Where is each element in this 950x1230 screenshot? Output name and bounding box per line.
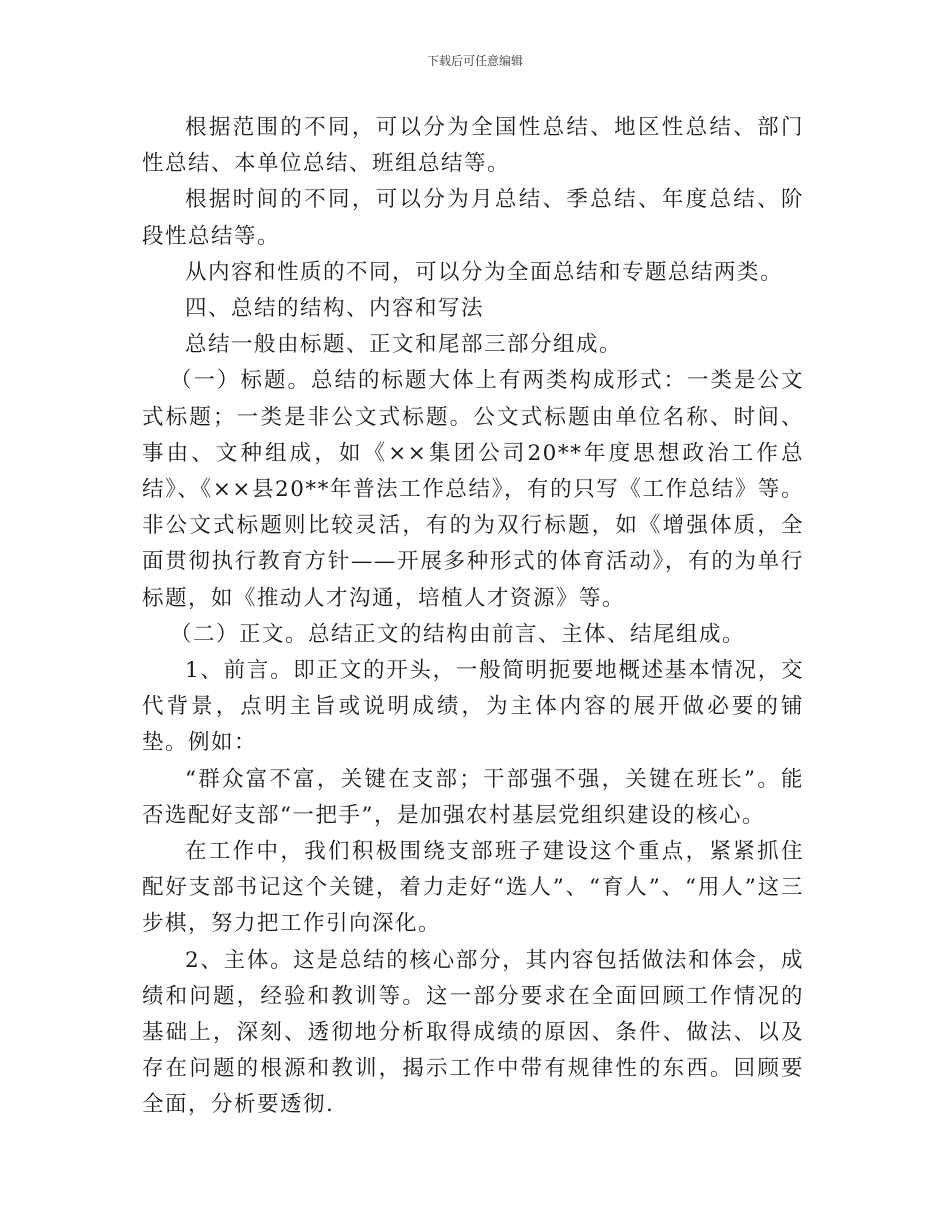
- paragraph-quote-example: “群众富不富，关键在支部；干部强不强，关键在班长”。能否选配好支部“一把手”，是加强农村基层党组织建设的核心。: [142, 766, 804, 828]
- paragraph-body-section: （二）正文。总结正文的结构由前言、主体、结尾组成。: [169, 621, 745, 647]
- paragraph-title-section: （一）标题。总结的标题大体上有两类构成形式：一类是公文式标题；一类是非公文式标题。公文式标题由单位名称、时间、事由、文种组成，如《××集团公司20**年度思想政治工作总结》、《××县20**年普法工作总结》，有的只写《工作总结》等。非公文式标题则比较灵活，有的为双行标题，如《增强体质，全面贯彻执行教育方针——开展多种形式的体育活动》，有的为单行标题，如《推动人才沟通，培植人才资源》等。: [142, 368, 804, 611]
- paragraph-time-classification: 根据时间的不同，可以分为月总结、季总结、年度总结、阶段性总结等。: [142, 187, 804, 249]
- paragraph-scope-classification: 根据范围的不同，可以分为全国性总结、地区性总结、部门性总结、本单位总结、班组总结等。: [142, 115, 804, 177]
- document-body: [142, 110, 804, 1124]
- paragraph-composition: 总结一般由标题、正文和尾部三部分组成。: [185, 332, 623, 358]
- paragraph-main-body: 2、主体。这是总结的核心部分，其内容包括做法和体会，成绩和问题，经验和教训等。这一部分要求在全面回顾工作情况的基础上，深刻、透彻地分析取得成绩的原因、条件、做法、以及存在问题的根源和教训，揭示工作中带有规律性的东西。回顾要全面，分析要透彻.: [142, 947, 804, 1118]
- paragraph-preface: 1、前言。即正文的开头，一般简明扼要地概述基本情况，交代背景，点明主旨或说明成绩，为主体内容的展开做必要的铺垫。例如：: [142, 658, 804, 756]
- paragraph-work-example: 在工作中，我们积极围绕支部班子建设这个重点，紧紧抓住配好支部书记这个关键，着力走好“选人”、“育人”、“用人”这三步棋，努力把工作引向深化。: [142, 839, 804, 937]
- section-heading-structure: 四、总结的结构、内容和写法: [185, 296, 485, 322]
- paragraph-content-classification: 从内容和性质的不同，可以分为全面总结和专题总结两类。: [185, 259, 784, 285]
- page-header: 下载后可任意编辑: [426, 54, 523, 68]
